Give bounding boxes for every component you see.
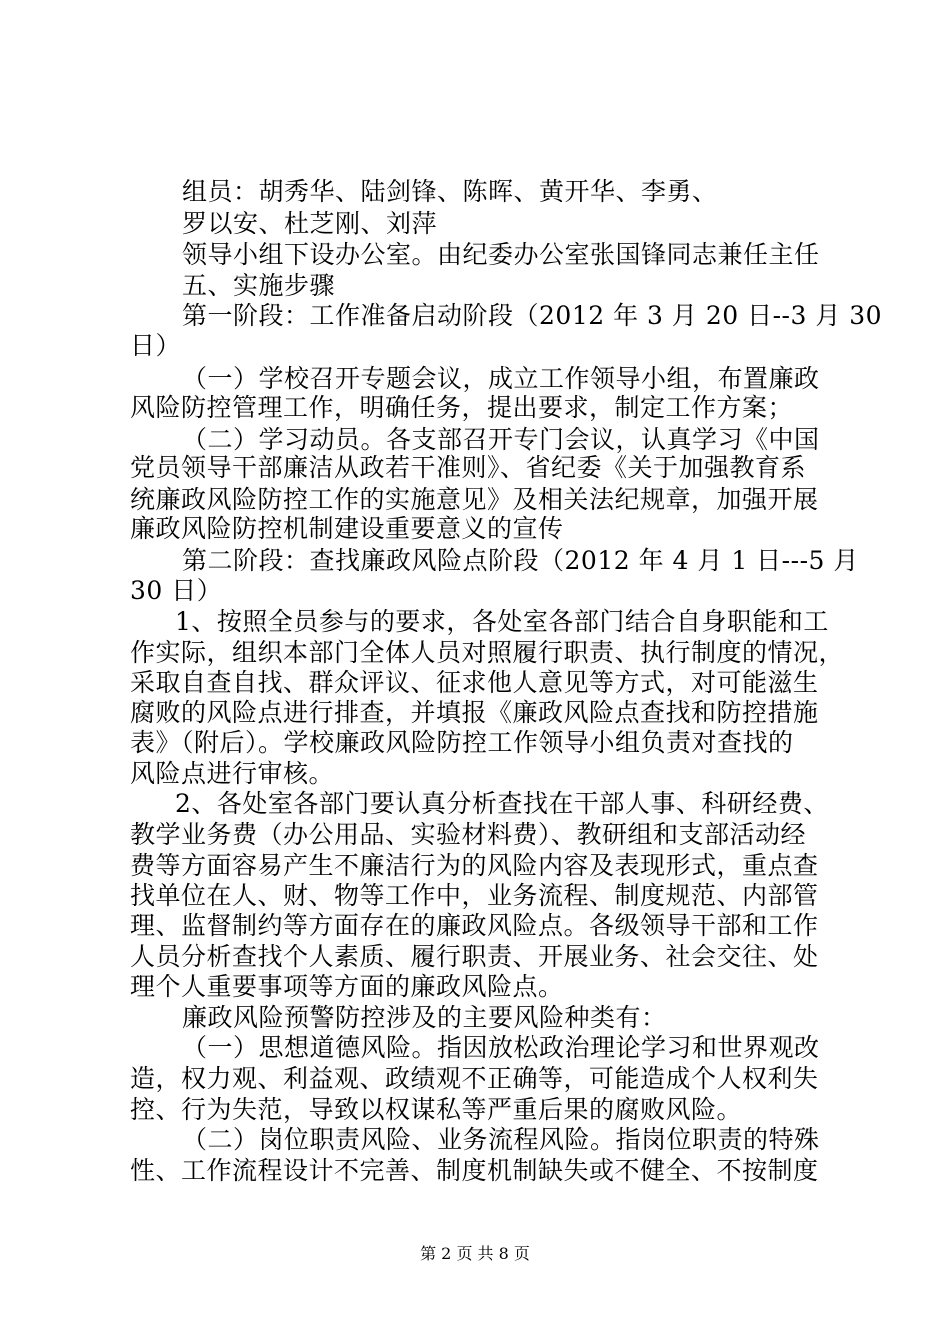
text-line: 造，权力观、利益观、政绩观不正确等，可能造成个人权利失 bbox=[130, 1064, 819, 1093]
text-line: 组员：胡秀华、陆剑锋、陈晖、黄开华、李勇、 bbox=[182, 177, 718, 206]
page-number-footer: 第 2 页 共 8 页 bbox=[420, 1244, 530, 1263]
text-line: 表》（附后）。学校廉政风险防控工作领导小组负责对查找的 bbox=[130, 728, 794, 757]
text-line: 风险防控管理工作，明确任务，提出要求，制定工作方案； bbox=[130, 393, 794, 422]
text-line: 作实际，组织本部门全体人员对照履行职责、执行制度的情况， bbox=[130, 638, 845, 667]
text-line: 采取自查自找、群众评议、征求他人意见等方式，对可能滋生 bbox=[130, 668, 819, 697]
text-line: 性、工作流程设计不完善、制度机制缺失或不健全、不按制度 bbox=[130, 1156, 819, 1185]
text-line: （一）思想道德风险。指因放松政治理论学习和世界观改 bbox=[182, 1033, 820, 1062]
text-line: 党员领导干部廉洁从政若干准则》、省纪委《关于加强教育系 bbox=[130, 453, 807, 482]
text-line: 2、各处室各部门要认真分析查找在干部人事、科研经费、 bbox=[175, 789, 829, 818]
text-line: 1、按照全员参与的要求，各处室各部门结合自身职能和工 bbox=[175, 607, 829, 636]
text-line: 统廉政风险防控工作的实施意见》及相关法纪规章，加强开展 bbox=[130, 485, 819, 514]
text-line: 理个人重要事项等方面的廉政风险点。 bbox=[130, 972, 564, 1001]
text-line: 日） bbox=[130, 331, 182, 360]
section-heading: 五、实施步骤 bbox=[182, 271, 336, 300]
text-line: 罗以安、杜芝刚、刘萍 bbox=[182, 209, 438, 238]
text-line: 理、监督制约等方面存在的廉政风险点。各级领导干部和工作 bbox=[130, 911, 819, 940]
text-line: 人员分析查找个人素质、履行职责、开展业务、社会交往、处 bbox=[130, 942, 819, 971]
stage-heading: 第一阶段：工作准备启动阶段（2012 年 3 月 20 日--3 月 30 bbox=[182, 301, 883, 330]
text-line: 控、行为失范，导致以权谋私等严重后果的腐败风险。 bbox=[130, 1095, 743, 1124]
text-line: 领导小组下设办公室。由纪委办公室张国锋同志兼任主任 bbox=[182, 240, 820, 269]
text-line: 找单位在人、财、物等工作中，业务流程、制度规范、内部管 bbox=[130, 881, 819, 910]
stage-heading: 第二阶段：查找廉政风险点阶段（2012 年 4 月 1 日---5 月 bbox=[182, 546, 859, 575]
text-line: 廉政风险预警防控涉及的主要风险种类有： bbox=[182, 1003, 667, 1032]
text-line: 教学业务费（办公用品、实验材料费）、教研组和支部活动经 bbox=[130, 820, 807, 849]
text-line: 廉政风险防控机制建设重要意义的宣传 bbox=[130, 514, 564, 543]
text-line: （二）岗位职责风险、业务流程风险。指岗位职责的特殊 bbox=[182, 1125, 820, 1154]
text-line: 风险点进行审核。 bbox=[130, 759, 335, 788]
text-line: 30 日） bbox=[130, 576, 223, 605]
text-line: 腐败的风险点进行排查，并填报《廉政风险点查找和防控措施 bbox=[130, 698, 819, 727]
text-line: （二）学习动员。各支部召开专门会议，认真学习《中国 bbox=[182, 425, 820, 454]
text-line: 费等方面容易产生不廉洁行为的风险内容及表现形式，重点查 bbox=[130, 851, 819, 880]
text-line: （一）学校召开专题会议，成立工作领导小组，布置廉政 bbox=[182, 364, 820, 393]
